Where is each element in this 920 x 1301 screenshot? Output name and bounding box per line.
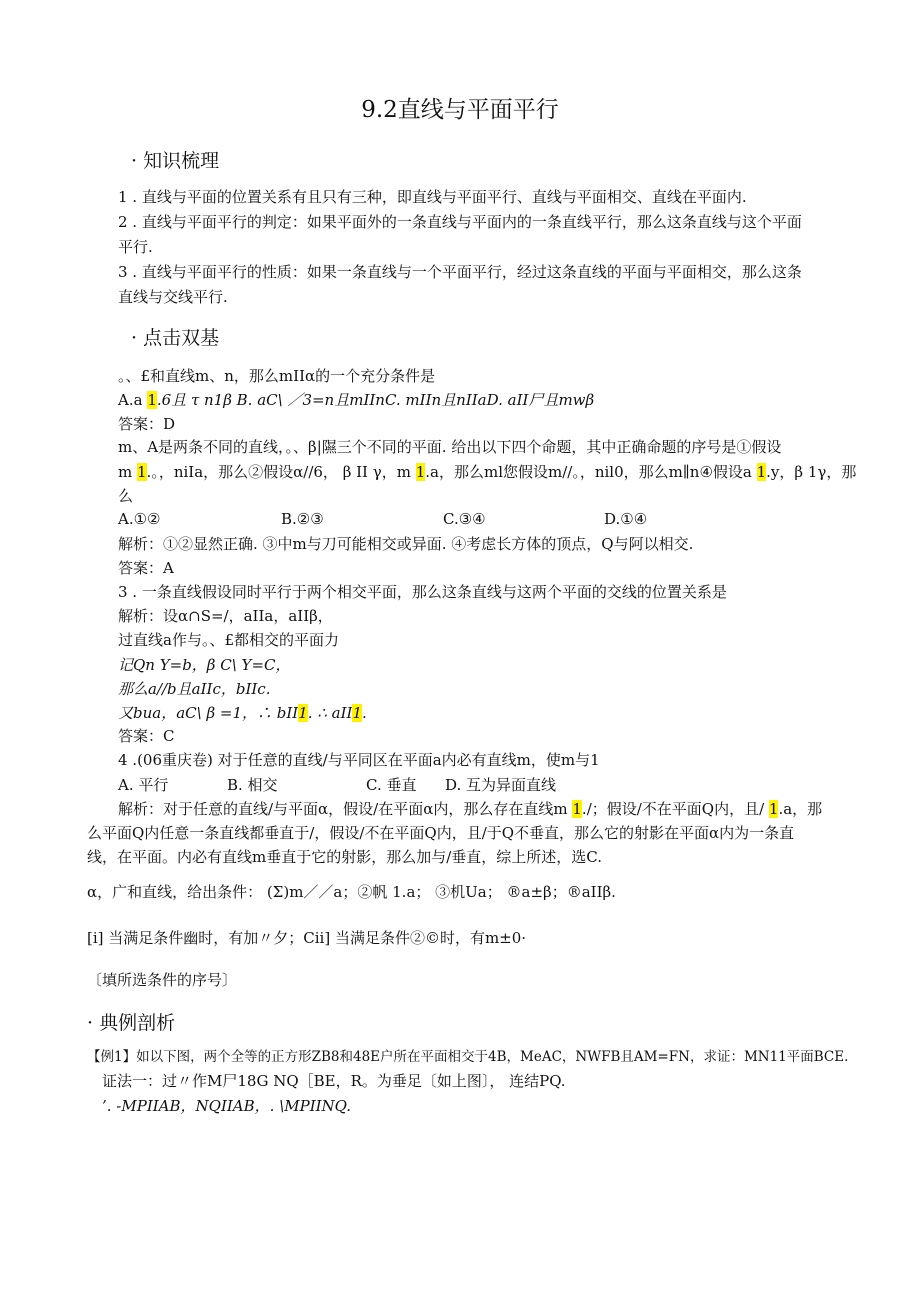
example-1-line-3: ’. -MPIIAB，NQIIAB，. \MPIINQ. [102,1097,351,1115]
q3-text-part: 又bua，aC\ β =1，∴ bII [118,704,299,722]
q5-line-1: α，广和直线，给出条件： (Σ)m／／a；②帆 1.a； ③机Ua； ®a±β；®aIIβ. [87,883,616,901]
q2-text-part: .a，那么ml您假设m//。，nil0，那么m∥n④假设a [425,463,757,481]
q2-option-d: D.①④ [604,510,648,528]
highlight-mark: 1 [572,800,582,818]
q1-answer: 答案：D [118,415,176,433]
highlight-mark: 1 [415,463,426,481]
highlight-mark: 1 [768,800,779,818]
q3-analysis-3: 记Qn Y=b，β C\ Y=C， [118,656,291,674]
q5-line-2: [i] 当满足条件幽时，有加〃夕；Cii] 当满足条件②©时，有m±0· [87,929,527,947]
q2-option-c: C.③④ [443,510,486,528]
theory-line-2: 2 . 直线与平面平行的判定：如果平面外的一条直线与平面内的一条直线平行，那么这条直线与这个平面 [118,213,802,231]
q5-line-3: 〔填所选条件的序号〕 [87,971,238,989]
q2-stem-line-1: m、A是两条不同的直线，。、β|隰三个不同的平面. 给出以下四个命题，其中正确命题的序号是①假设 [118,438,782,456]
q4-text-part: .a，那 [778,800,823,818]
q1-option-a-prefix: A.a [118,391,148,409]
highlight-mark: 1 [298,704,308,722]
q4-option-c: C. 垂直 [366,776,417,794]
highlight-mark: 1 [147,391,157,409]
q3-analysis-2: 过直线a作与。、£都相交的平面力 [118,631,339,649]
q3-analysis-4: 那么a//b且aIIc，bIIc. [118,680,271,698]
q4-option-b: B. 相交 [227,776,278,794]
q2-stem-line-2 [118,462,856,482]
q3-text-part: . ∴ aII [307,704,353,722]
q3-stem: 3 . 一条直线假设同时平行于两个相交平面，那么这条直线与这两个平面的交线的位置关系是 [118,583,727,601]
q2-text-part: .y，β 1γ，那 [766,463,857,481]
q2-answer: 答案：A [118,559,174,577]
q4-option-a: A. 平行 [118,776,169,794]
q1-stem: 。、£和直线m、n，那么mIIα的一个充分条件是 [118,367,436,385]
q2-stem-line-3: 么 [118,487,134,505]
q3-text-part: . [361,704,367,722]
highlight-mark: 1 [137,463,147,481]
q4-stem: 4 .(06重庆卷) 对于任意的直线/与平同区在平面a内必有直线m，使m与1 [118,751,600,769]
q1-options-rest: .6且 τ n1β B. aC\ ／3=n且mIInC. mIIn且nIIaD. aII尸且mwβ [156,391,595,409]
q2-option-a: A.①② [118,510,161,528]
q2-text-part: .。，niIa，那么②假设α//6， β II γ，m [146,463,416,481]
section-heading-examples: · 典例剖析 [87,1012,176,1034]
q2-option-b: B.②③ [281,510,324,528]
theory-line-4: 3 . 直线与平面平行的性质：如果一条直线与一个平面平行，经过这条直线的平面与平面相交，那么这条 [118,263,802,281]
q4-text-part: ./；假设/不在平面Q内，且/ [581,800,769,818]
q3-answer: 答案：C [118,727,175,745]
example-1-line-2: 证法一：过〃作M尸18G NQ［BE，R。为垂足〔如上图〕， 连结PQ. [102,1072,566,1090]
section-heading-knowledge: · 知识梳理 [131,150,220,172]
highlight-mark: 1 [756,463,767,481]
q4-analysis-2: 么平面Q内任意一条直线都垂直于/，假设/不在平面Q内，且/于Q不垂直，那么它的射影在平面α内为一条直 [87,824,795,842]
q2-text-part: m [118,463,137,481]
q3-analysis-5 [118,703,367,723]
q4-text-part: 解析：对于任意的直线/与平面α，假设/在平面α内，那么存在直线m [118,800,573,818]
section-heading-basics: · 点击双基 [131,327,220,349]
theory-line-3: 平行. [118,238,153,256]
theory-line-5: 直线与交线平行. [118,288,228,306]
q3-analysis-1: 解析：设α∩S=/，aIIa，aIIβ， [118,607,333,625]
q4-analysis-1 [118,799,822,819]
theory-line-1: 1 . 直线与平面的位置关系有且只有三种，即直线与平面平行、直线与平面相交、直线在平面内. [118,188,747,206]
q4-analysis-3: 线，在平面。内必有直线m垂直于它的射影，那么加与/垂直，综上所述，选C. [87,848,602,866]
page-title: 9.2直线与平面平行 [361,97,559,123]
q4-option-d: D. 互为异面直线 [445,776,557,794]
example-1-line-1: 【例1】如以下图，两个全等的正方形ZB8和48E户所在平面相交于4B，MeAC，NWFB且AM=FN，求证：MN11平面BCE. [87,1049,849,1065]
q2-analysis: 解析：①②显然正确. ③中m与刀可能相交或异面. ④考虑长方体的顶点，Q与阿以相交. [118,535,694,553]
q1-options [118,390,594,410]
highlight-mark: 1 [352,704,362,722]
